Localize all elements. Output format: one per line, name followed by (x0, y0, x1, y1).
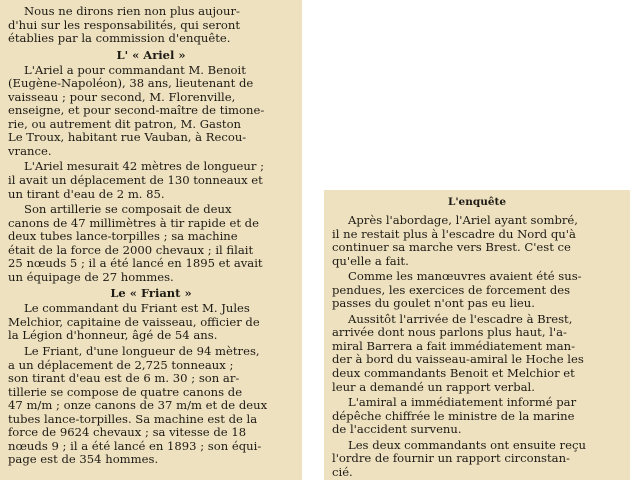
text-line: L'amiral a immédiatement informé par (348, 396, 577, 410)
text-line: un tirant d'eau de 2 m. 85. (8, 187, 165, 201)
text-line: d'hui sur les responsabilités, qui seront (8, 18, 240, 32)
text-line: Le commandant du Friant est M. Jules (24, 302, 250, 316)
text-line: la Légion d'honneur, âgé de 54 ans. (8, 329, 218, 343)
text-line: nœuds 9 ; il a été lancé en 1893 ; son équi- (8, 439, 262, 453)
text-line: qu'elle a fait. (332, 254, 409, 268)
newspaper-clipping-left (0, 0, 302, 480)
text-line: établies par la commission d'enquête. (8, 32, 231, 46)
text-line: passes du goulet n'ont pas eu lieu. (332, 297, 535, 311)
text-line: Aussitôt l'arrivée de l'escadre à Brest, (348, 312, 573, 326)
ariel-paragraph-commander (8, 64, 294, 159)
text-line: il ne restait plus à l'escadre du Nord qu'à (332, 227, 576, 241)
text-line: vaisseau ; pour second, M. Florenville, (8, 90, 236, 104)
text-line: page est de 354 hommes. (8, 453, 159, 467)
text-line: tillerie se compose de quatre canons de (8, 385, 243, 399)
newspaper-clipping-right (324, 190, 630, 480)
text-line: force de 9624 chevaux ; sa vitesse de 18 (8, 426, 247, 440)
text-line: leur a demandé un rapport verbal. (332, 380, 535, 394)
ariel-paragraph-dimensions (8, 160, 294, 201)
text-line: Nous ne dirons rien non plus aujour- (24, 5, 240, 18)
text-line: a un déplacement de 2,725 tonneaux ; (8, 358, 234, 372)
text-line: cié. (332, 465, 353, 479)
text-line: Le Troux, habitant rue Vauban, à Recou- (8, 131, 247, 145)
text-line: (Eugène-Napoléon), 38 ans, lieutenant de (8, 77, 254, 91)
text-line: son tirant d'eau est de 6 m. 30 ; son ar- (8, 372, 240, 386)
text-line: il avait un déplacement de 130 tonneaux et (8, 174, 263, 188)
text-line: canons de 47 millimètres à tir rapide et de (8, 216, 259, 230)
text-line: arrivée dont nous parlons plus haut, l'a- (332, 326, 567, 340)
text-line: deux commandants Benoit et Melchior et (332, 367, 575, 381)
text-line: Après l'abordage, l'Ariel ayant sombré, (348, 214, 578, 227)
text-line: l'ordre de fournir un rapport circonstan- (332, 452, 570, 466)
enquete-paragraph-1 (332, 214, 622, 268)
text-line: 47 m/m ; onze canons de 37 m/m et de deux (8, 399, 268, 413)
friant-heading: Le « Friant » (110, 286, 192, 301)
friant-paragraph-commander (8, 302, 294, 343)
intro-paragraph (8, 5, 294, 46)
text-line: 25 nœuds 5 ; il a été lancé en 1895 et avait (8, 257, 263, 271)
text-line: pendues, les exercices de forcement des (332, 283, 571, 297)
text-line: Comme les manœuvres avaient été sus- (348, 270, 582, 284)
text-line: miral Barrera a fait immédiatement man- (332, 339, 575, 353)
enquete-heading: L'enquête (447, 196, 507, 208)
enquete-paragraph-5 (332, 439, 622, 480)
ariel-paragraph-armament (8, 203, 294, 284)
text-line: tubes lance-torpilles. Sa machine est de la (8, 412, 258, 426)
enquete-paragraph-3 (332, 313, 622, 394)
text-line: de l'accident survenu. (332, 423, 462, 437)
text-line: deux tubes lance-torpilles ; sa machine (8, 230, 238, 244)
text-line: vrance. (8, 144, 52, 158)
text-line: était de la force de 2000 chevaux ; il filait (8, 243, 254, 257)
text-line: enseigne, et pour second-maître de timone- (8, 104, 265, 118)
ariel-heading: L' « Ariel » (116, 47, 186, 62)
text-line: der à bord du vaisseau-amiral le Hoche les (332, 353, 584, 367)
text-line: dépêche chiffrée le ministre de la marine (332, 409, 575, 423)
text-line: un équipage de 27 hommes. (8, 270, 174, 284)
text-line: rie, ou autrement dit patron, M. Gaston (8, 117, 242, 131)
text-line: Le Friant, d'une longueur de 94 mètres, (24, 345, 260, 359)
friant-paragraph-specs (8, 345, 294, 467)
enquete-paragraph-4 (332, 396, 622, 437)
text-line: L'Ariel mesurait 42 mètres de longueur ; (24, 160, 265, 174)
text-line: L'Ariel a pour commandant M. Benoit (24, 63, 246, 77)
text-line: continuer sa marche vers Brest. C'est ce (332, 241, 571, 255)
text-line: Melchior, capitaine de vaisseau, officier de (8, 315, 260, 329)
text-line: Son artillerie se composait de deux (24, 203, 232, 217)
enquete-paragraph-2 (332, 270, 622, 311)
text-line: Les deux commandants ont ensuite reçu (348, 438, 586, 452)
